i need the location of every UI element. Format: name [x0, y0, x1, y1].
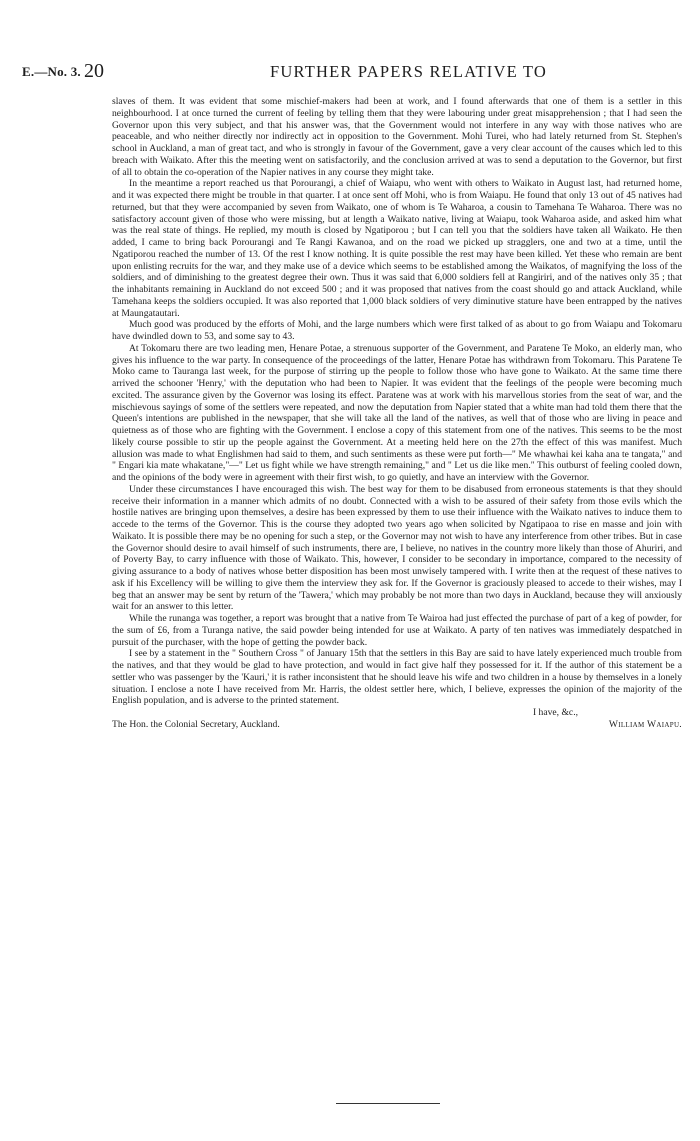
letter-body	[112, 96, 682, 731]
addressee: The Hon. the Colonial Secretary, Auckland.	[112, 718, 280, 730]
closing-formula: I have, &c.,	[532, 707, 578, 718]
end-rule-divider	[336, 1103, 440, 1104]
paper-reference: E.—No. 3.	[22, 64, 81, 79]
page-number: 20	[84, 60, 104, 82]
paragraph: slaves of them. It was evident that some mischief-makers had been at work, and I found afterwards that one of them is a settler in this neighbourhood. I at once turned the current of feeling by telling them that they were labouring under great misapprehension ; that I had seen the Governor upon this very subject, and that his answer was, that the Government would not interfere in any way with those natives who are peaceable, and who neither directly nor indirectly act in opposition to the Government. Mohi Turei, who had lately returned from St. Stephen's school in Auckland, a man of great tact, and who is strongly in favour of the Government, gave a very clear account of the causes which led to this breach with Waikato. After this the meeting went on satisfactorily, and the conclusion arrived at was to send a deputation to the Governor, but first of all to obtain the co-operation of the Napier natives in any course they might take.	[112, 96, 682, 178]
paragraph: Much good was produced by the efforts of Mohi, and the large numbers which were first talked of as about to go from Waiapu and Tokomaru have dwindled down to 53, and some say to 43.	[112, 319, 682, 342]
running-title: FURTHER PAPERS RELATIVE TO	[270, 62, 547, 81]
paragraph: Under these circumstances I have encouraged this wish. The best way for them to be disabused from erroneous statements is that they should receive their information in a manner which admits of no doubt. Connected with a wish to be assured of their safety from those evils which the hostile natives are bringing upon themselves, a desire has been expressed by them to use their influence with the Waikato natives to induce them to accede to the terms of the Governor. This is the course they adopted two years ago when solicited by Ngatipaoa to rise en masse and join with Waikato. It is possible there may be no opening for such a step, or the Governor may not wish to have any interference from other tribes. But in case the Governor should desire to avail himself of such instruments, there are, I believe, no natives in the country more likely than those of Ahuriri, and of Poverty Bay, to carry influence with those of Waikato. This, however, I consider to be secondary in importance, compared to the necessity of giving assurance to a body of natives whose better disposition has been most unwisely tampered with. I write then at the request of these natives to ask if his Excellency will be willing to give them the interview they ask for. If the Governor is graciously pleased to accede to their wishes, may I beg that an answer may be sent by return of the 'Tawera,' which may probably be not more than two days in Auckland, because they will anxiously wait for an answer to this letter.	[112, 483, 682, 613]
signature: William Waiapu.	[608, 718, 682, 730]
page-header	[22, 56, 682, 82]
paragraph: In the meantime a report reached us that Porourangi, a chief of Waiapu, who went with others to Waikato in August last, had returned home, and it was expected there might be trouble in that quarter. I at once sent off Mohi, who is from Waiapu. He found that only 13 out of 45 natives had returned, but that they were accompanied by seven from Waikato, one of whom is Te Waharoa, a cousin to Tamehana Te Waharoa. There was no satisfactory account given of those who were missing, but at length a Waikato native, living at Waiapu, took Waharoa aside, and asked him what was the real state of things. He replied, my mouth is closed by Ngatiporou ; but I can tell you that the soldiers have taken all Waikato. He then added, I came to bring back Porourangi and Te Rangi Kawanoa, and on the road we picked up stragglers, one and two at a time, until the Ngatiporou reached the number of 13. Of the rest I know nothing. It is quite possible the rest may have been killed. Yet these who remain are bent upon enlisting recruits for the war, and they make use of a device which seems to be established among the Waikatos, of magnifying the loss of the soldiers, and of diminishing to the greatest degree their own. Thus it was said that 6,000 soldiers fell at Rangiriri, and of the natives only 35 ; that the inhabitants remaining in Auckland do not exceed 500 ; and it was proposed that natives from the coast should go and attack Auckland, while Tamehana keeps the soldiers occupied. It was also reported that 1,000 black soldiers of very diminutive stature have been entrapped by the natives at Maungatautari.	[112, 178, 682, 319]
paragraph: While the runanga was together, a report was brought that a native from Te Wairoa had just effected the purchase of part of a keg of powder, for the sum of £6, from a Turanga native, the said powder being intended for use at Waikato. A party of ten natives was immediately despatched in pursuit of the purchaser, with the hope of getting the powder back.	[112, 613, 682, 648]
paragraph: I see by a statement in the " Southern Cross " of January 15th that the settlers in this Bay are said to have lately experienced much trouble from the natives, and that they would be glad to have protection, and would in fact give half they possessed for it. If the author of this statement be a settler who was passenger by the 'Kauri,' it is rather inconsistent that he should leave his wife and two children in a house by themselves in a lonely situation. I enclose a note I have received from Mr. Harris, the oldest settler here, which, I believe, expresses the opinion of the majority of the English population, and is adverse to the printed statement.	[112, 648, 682, 707]
paragraph: At Tokomaru there are two leading men, Henare Potae, a strenuous supporter of the Government, and Paratene Te Moko, an elderly man, who gives his influence to the war party. In consequence of the proceedings of the latter, Henare Potae has withdrawn from Tokomaru. This Paratene Te Moko came to Tauranga last week, for the purpose of stirring up the people to follow those who have gone to Waikato. At the same time there arrived the schooner 'Henry,' with the deputation who had been to Napier. It was evident that the feelings of the people were becoming much excited. The assurance given by the Governor was losing its effect. Paratene was at work with his marvellous stories from the seat of war, and the mischievous sayings of some of the settlers were repeated, and now the deputation from Napier stated that a white man had told them there that the Queen's intentions are published in the newspaper, that she will take all the land of the natives, as well that of those who are living in peace and quietness as of those who are fighting with the Government. I enclose a copy of this statement from one of the natives. This seems to be the most likely course possible to stir up the people against the Government. At a meeting held here on the 27th the effect of this was manifest. Much allusion was made to what Englishmen had said to them, and such sentiments as these were put forth—" Me whawhai kei kaha ana te tangata," and " Engari kia mate whakatane,"—" Let us fight while we have strength remaining," and " Let us die like men." This outburst of feeling cooled down, and the opinions of the body were in agreement with their first wish, to go quietly, and have an interview with the Governor.	[112, 342, 682, 483]
signature-block	[112, 719, 682, 731]
